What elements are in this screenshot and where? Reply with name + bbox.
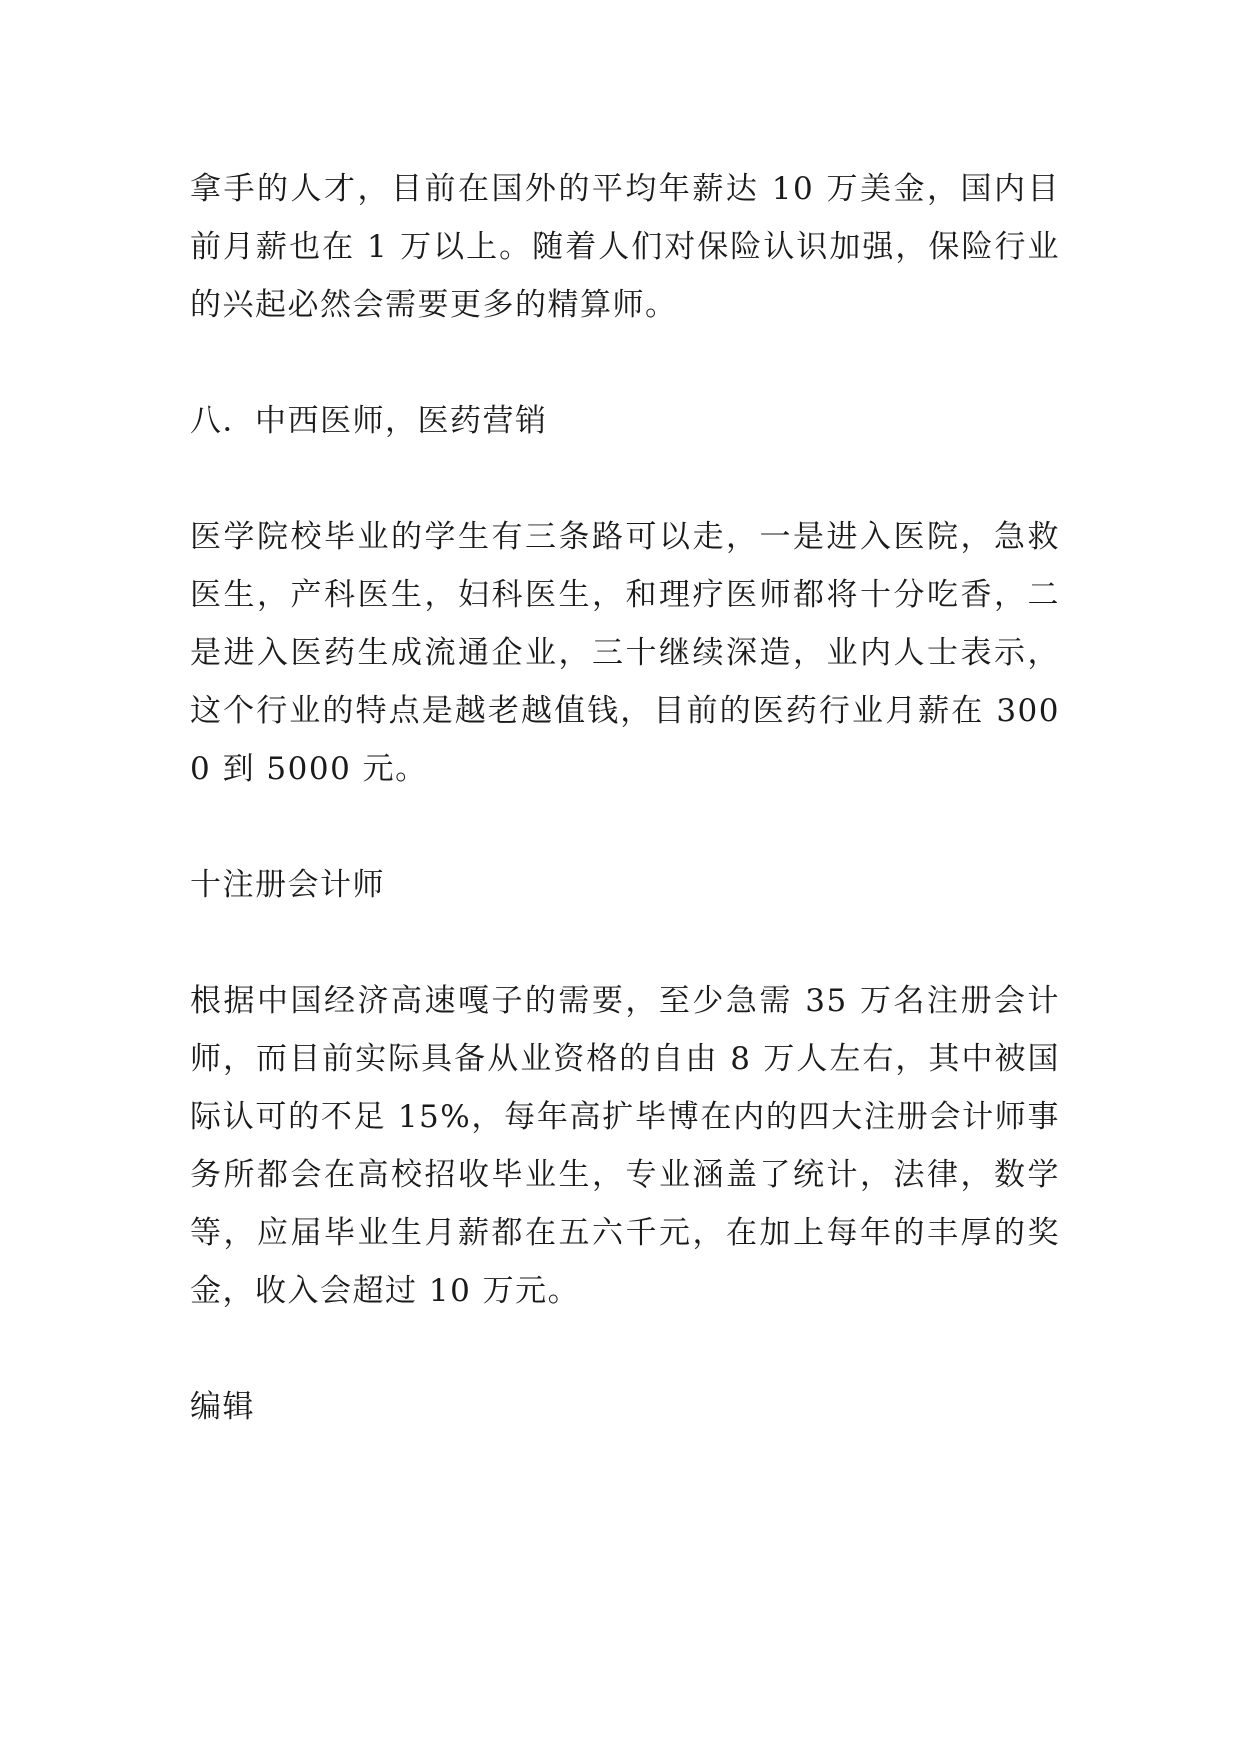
paragraph-spacer: [190, 914, 1060, 972]
document-body: [190, 160, 1060, 1436]
paragraph-spacer: [190, 798, 1060, 856]
paragraph-spacer: [190, 1320, 1060, 1378]
paragraph-cpa-demand: 根据中国经济高速嘎子的需要，至少急需 35 万名注册会计师，而目前实际具备从业资格的自由 8 万人左右，其中被国际认可的不足 15%，每年高扩毕博在内的四大注册会计师事务所都会在高校招收毕业生，专业涵盖了统计，法律，数学等，应届毕业生月薪都在五六千元，在加上每年的丰厚的奖金，收入会超过 10 万元。: [190, 983, 1060, 1309]
paragraph-spacer: [190, 450, 1060, 508]
section-heading-doctors: 八．中西医师，医药营销: [190, 403, 548, 439]
edit-label: 编辑: [190, 1389, 255, 1425]
paragraph-spacer: [190, 334, 1060, 392]
section-heading-cpa: 十注册会计师: [190, 867, 385, 903]
paragraph-actuary-salary: 拿手的人才，目前在国外的平均年薪达 10 万美金，国内目前月薪也在 1 万以上。随着人们对保险认识加强，保险行业的兴起必然会需要更多的精算师。: [190, 171, 1060, 323]
paragraph-medical-careers: 医学院校毕业的学生有三条路可以走，一是进入医院，急救医生，产科医生，妇科医生，和理疗医师都将十分吃香，二是进入医药生成流通企业，三十继续深造，业内人士表示，这个行业的特点是越老越值钱，目前的医药行业月薪在 3000 到 5000 元。: [190, 519, 1060, 787]
